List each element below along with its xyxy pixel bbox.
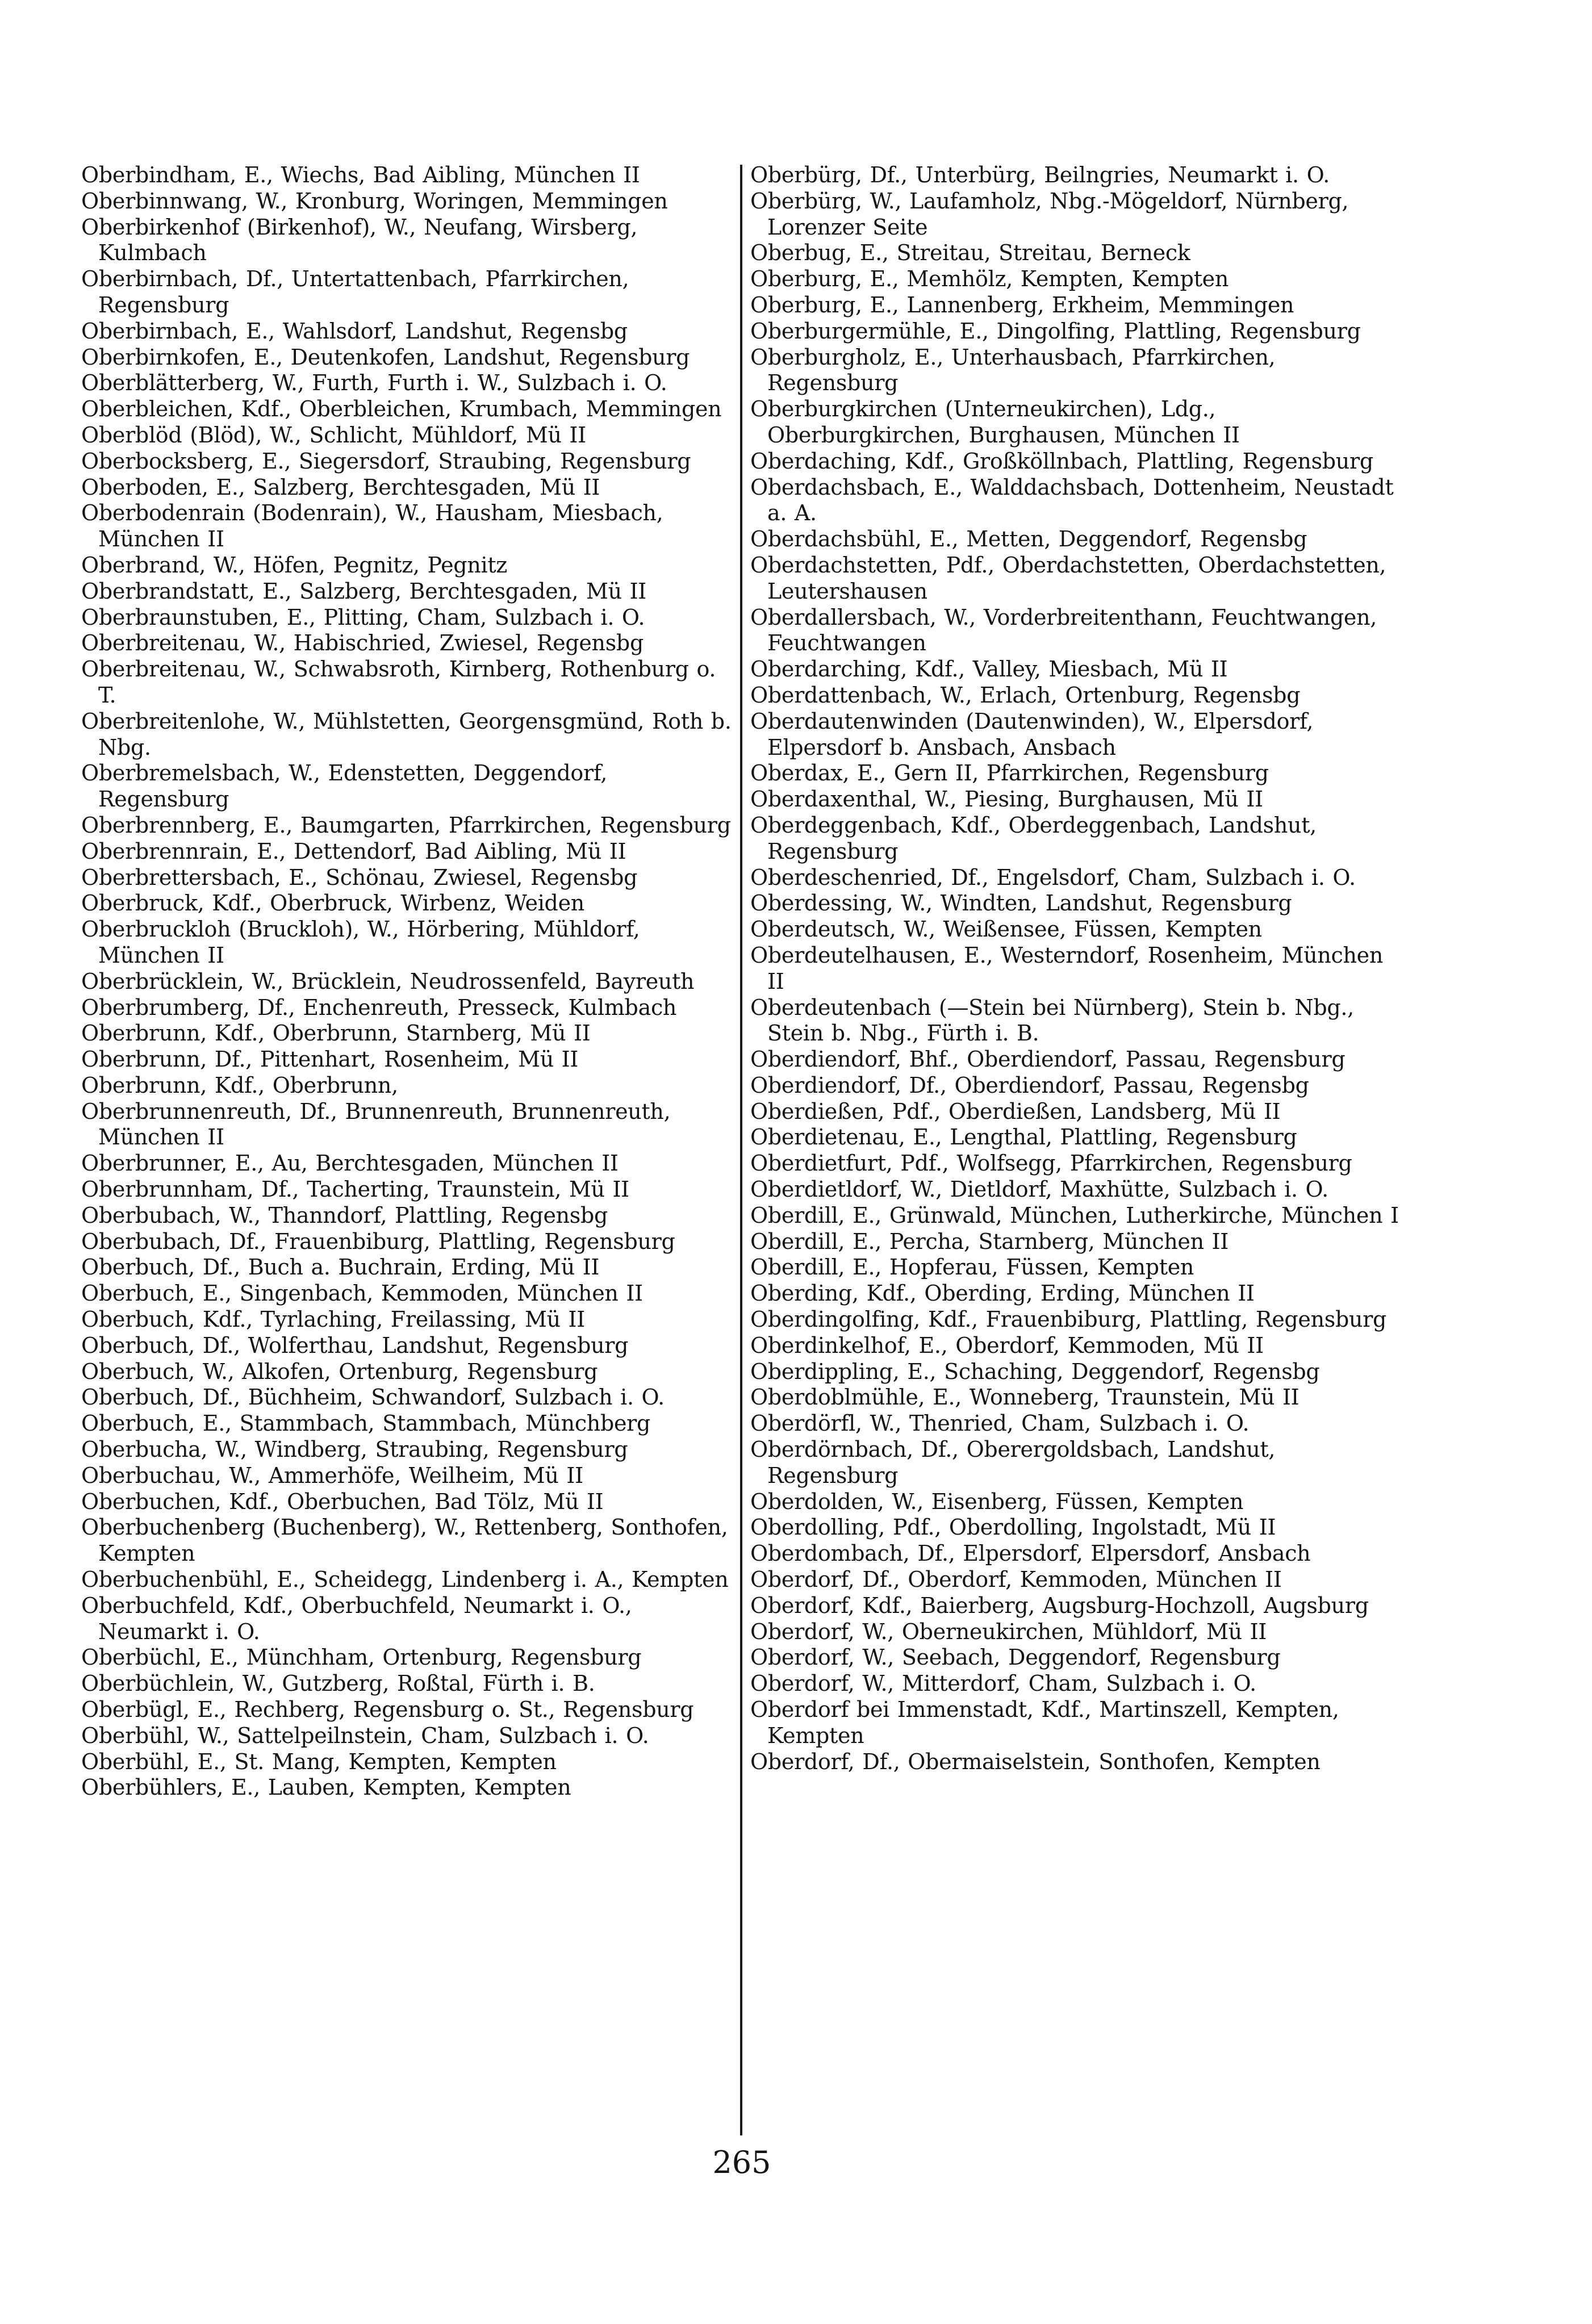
place-entry: Oberbruckloh (Bruckloh), W., Hörbering, Mühldorf, München II [81,917,640,968]
place-entry: Oberdaxenthal, W., Piesing, Burghausen, Mü II [750,787,1263,812]
place-entry: Oberbuch, Df., Büchheim, Schwandorf, Sulzbach i. O. [81,1385,665,1410]
place-entry: Oberbüchl, E., Münchham, Ortenburg, Regensburg [81,1645,642,1670]
place-entry: Oberblöd (Blöd), W., Schlicht, Mühldorf, Mü II [81,422,586,448]
place-entry: Oberdeschenried, Df., Engelsdorf, Cham, Sulzbach i. O. [750,864,1356,890]
place-entry: Oberdietfurt, Pdf., Wolfsegg, Pfarrkirchen, Regensburg [750,1151,1352,1176]
place-entry: Oberbühlers, E., Lauben, Kempten, Kempten [81,1775,571,1800]
right-column [742,162,1401,2145]
place-entry: Oberburgermühle, E., Dingolfing, Plattling, Regensburg [750,318,1361,344]
place-entry: Oberdachsbühl, E., Metten, Deggendorf, Regensbg [750,526,1307,552]
place-entry: Oberbrandstatt, E., Salzberg, Berchtesgaden, Mü II [81,578,647,604]
place-entry: Oberdießen, Pdf., Oberdießen, Landsberg, Mü II [750,1098,1281,1124]
place-entry: Oberdax, E., Gern II, Pfarrkirchen, Regensburg [750,760,1269,786]
place-entry: Oberdoblmühle, E., Wonneberg, Traunstein, Mü II [750,1385,1299,1410]
place-entry: Oberdietldorf, W., Dietldorf, Maxhütte, Sulzbach i. O. [750,1177,1328,1202]
place-entry: Oberdippling, E., Schaching, Deggendorf, Regensbg [750,1359,1320,1384]
place-entry: Oberbirnbach, E., Wahlsdorf, Landshut, Regensbg [81,318,628,344]
page-number: 265 [712,2145,771,2180]
place-entry: Oberdaching, Kdf., Großköllnbach, Plattling, Regensburg [750,448,1373,474]
place-entry: Oberdombach, Df., Elpersdorf, Elpersdorf, Ansbach [750,1541,1311,1566]
place-entry: Oberdallersbach, W., Vorderbreitenthann, Feuchtwangen, Feuchtwangen [750,604,1377,656]
place-entry: Oberbrunnham, Df., Tacherting, Traunstein, Mü II [81,1177,629,1202]
place-entry: Oberbühl, W., Sattelpeilnstein, Cham, Sulzbach i. O. [81,1723,649,1748]
place-entry: Oberbuch, Df., Wolferthau, Landshut, Regensburg [81,1332,629,1358]
place-entry: Oberbuch, E., Stammbach, Stammbach, Münchberg [81,1411,651,1436]
place-entry: Oberdeutsch, W., Weißensee, Füssen, Kempten [750,917,1262,942]
place-entry: Oberburgholz, E., Unterhausbach, Pfarrkirchen, Regensburg [750,344,1276,396]
place-entry: Oberbindham, E., Wiechs, Bad Aibling, München II [81,162,640,187]
place-entry: Oberbrennrain, E., Dettendorf, Bad Aibling, Mü II [81,838,626,864]
place-entry: Oberdiendorf, Df., Oberdiendorf, Passau, Regensbg [750,1072,1309,1098]
place-entry: Oberding, Kdf., Oberding, Erding, München II [750,1281,1255,1306]
place-entry: Oberbubach, W., Thanndorf, Plattling, Regensbg [81,1202,608,1228]
place-entry: Oberbuchen, Kdf., Oberbuchen, Bad Tölz, Mü II [81,1489,604,1514]
place-entry: Oberdörnbach, Df., Oberergoldsbach, Landshut, Regensburg [750,1437,1276,1488]
place-entry: Oberboden, E., Salzberg, Berchtesgaden, Mü II [81,474,600,500]
place-entry: Oberdörfl, W., Thenried, Cham, Sulzbach i. O. [750,1411,1250,1436]
place-entry: Oberdeutelhausen, E., Westerndorf, Rosenheim, München II [750,942,1384,994]
place-entry: Oberdolden, W., Eisenberg, Füssen, Kempten [750,1489,1244,1514]
place-entry: Oberdiendorf, Bhf., Oberdiendorf, Passau, Regensburg [750,1047,1346,1072]
place-entry: Oberbrunner, E., Au, Berchtesgaden, München II [81,1151,619,1176]
place-entry: Oberbirnbach, Df., Untertattenbach, Pfarrkirchen, Regensburg [81,266,629,317]
place-entry: Oberbubach, Df., Frauenbiburg, Plattling, Regensburg [81,1228,675,1254]
place-entry: Oberbuchau, W., Ammerhöfe, Weilheim, Mü II [81,1462,583,1488]
place-entry: Oberdinkelhof, E., Oberdorf, Kemmoden, Mü II [750,1332,1264,1358]
place-entry: Oberdorf bei Immenstadt, Kdf., Martinszell, Kempten, Kempten [750,1697,1339,1748]
place-entry: Oberdachsbach, E., Walddachsbach, Dottenheim, Neustadt a. A. [750,474,1394,526]
place-entry: Oberbuchenberg (Buchenberg), W., Rettenberg, Sonthofen, Kempten [81,1515,728,1566]
place-entry: Oberdorf, Df., Obermaiselstein, Sonthofen, Kempten [750,1749,1321,1774]
left-column [81,162,740,2145]
place-entry: Oberbinnwang, W., Kronburg, Woringen, Memmingen [81,188,668,214]
place-entry: Oberdorf, Kdf., Baierberg, Augsburg-Hochzoll, Augsburg [750,1592,1369,1618]
place-entry: Oberbrunn, Kdf., Oberbrunn, Starnberg, Mü II [81,1021,591,1046]
place-entry: Oberbrettersbach, E., Schönau, Zwiesel, Regensbg [81,864,638,890]
place-entry: Oberbürg, W., Laufamholz, Nbg.-Mögeldorf, Nürnberg, Lorenzer Seite [750,188,1349,240]
place-entry: Oberbreitenau, W., Habischried, Zwiesel, Regensbg [81,630,644,656]
place-entry: Oberdingolfing, Kdf., Frauenbiburg, Plattling, Regensburg [750,1307,1387,1332]
place-entry: Oberbrennberg, E., Baumgarten, Pfarrkirchen, Regensburg [81,812,731,838]
place-entry: Oberbrumberg, Df., Enchenreuth, Presseck, Kulmbach [81,994,677,1020]
place-entry: Oberbuch, W., Alkofen, Ortenburg, Regensburg [81,1359,598,1384]
place-entry: Oberbühl, E., St. Mang, Kempten, Kempten [81,1749,557,1774]
place-entry: Oberbleichen, Kdf., Oberbleichen, Krumbach, Memmingen [81,396,722,422]
place-entry: Oberbrunnenreuth, Df., Brunnenreuth, Brunnenreuth, München II [81,1098,671,1150]
place-entry: Oberbrunn, Kdf., Oberbrunn, [81,1072,398,1098]
place-entry: Oberbirnkofen, E., Deutenkofen, Landshut, Regensburg [81,344,690,370]
place-entry: Oberbruck, Kdf., Oberbruck, Wirbenz, Weiden [81,891,584,916]
place-entry: Oberdill, E., Grünwald, München, Lutherkirche, München I [750,1202,1399,1228]
two-column-layout [81,162,1405,2145]
place-entry: Oberblätterberg, W., Furth, Furth i. W., Sulzbach i. O. [81,370,667,396]
place-entry: Oberdachstetten, Pdf., Oberdachstetten, Oberdachstetten, Leutershausen [750,552,1386,604]
place-entry: Oberburg, E., Lannenberg, Erkheim, Memmingen [750,292,1294,317]
place-entry: Oberbrücklein, W., Brücklein, Neudrossenfeld, Bayreuth [81,968,695,994]
place-entry: Oberbuch, Df., Buch a. Buchrain, Erding, Mü II [81,1255,600,1280]
place-entry: Oberbodenrain (Bodenrain), W., Hausham, Miesbach, München II [81,500,663,552]
place-entry: Oberbuch, E., Singenbach, Kemmoden, München II [81,1281,643,1306]
place-entry: Oberdarching, Kdf., Valley, Miesbach, Mü II [750,657,1228,682]
place-entry: Oberbrand, W., Höfen, Pegnitz, Pegnitz [81,552,508,578]
place-entry: Oberbraunstuben, E., Plitting, Cham, Sulzbach i. O. [81,604,645,630]
place-entry: Oberdessing, W., Windten, Landshut, Regensburg [750,891,1292,916]
place-entry: Oberdorf, W., Oberneukirchen, Mühldorf, Mü II [750,1619,1267,1644]
place-entry: Oberbirkenhof (Birkenhof), W., Neufang, Wirsberg, Kulmbach [81,214,638,266]
place-entry: Oberbremelsbach, W., Edenstetten, Deggendorf, Regensburg [81,760,608,812]
place-entry: Oberdorf, Df., Oberdorf, Kemmoden, München II [750,1567,1282,1592]
place-entry: Oberbuchfeld, Kdf., Oberbuchfeld, Neumarkt i. O., Neumarkt i. O. [81,1592,632,1644]
place-entry: Oberbucha, W., Windberg, Straubing, Regensburg [81,1437,628,1462]
place-entry: Oberdeutenbach (—Stein bei Nürnberg), Stein b. Nbg., Stein b. Nbg., Fürth i. B. [750,994,1354,1046]
place-entry: Oberdill, E., Hopferau, Füssen, Kempten [750,1255,1194,1280]
place-entry: Oberbug, E., Streitau, Streitau, Berneck [750,240,1190,266]
place-entry: Oberdorf, W., Seebach, Deggendorf, Regensburg [750,1645,1281,1670]
place-entry: Oberburg, E., Memhölz, Kempten, Kempten [750,266,1229,292]
place-entry: Oberdeggenbach, Kdf., Oberdeggenbach, Landshut, Regensburg [750,812,1317,864]
place-entry: Oberdautenwinden (Dautenwinden), W., Elpersdorf, Elpersdorf b. Ansbach, Ansbach [750,708,1314,760]
place-entry: Oberbüchlein, W., Gutzberg, Roßtal, Fürth i. B. [81,1671,595,1696]
place-entry: Oberdolling, Pdf., Oberdolling, Ingolstadt, Mü II [750,1515,1276,1540]
place-entry: Oberbreitenau, W., Schwabsroth, Kirnberg, Rothenburg o. T. [81,657,716,708]
place-entry: Oberbügl, E., Rechberg, Regensburg o. St., Regensburg [81,1697,694,1723]
place-entry: Oberbuch, Kdf., Tyrlaching, Freilassing, Mü II [81,1307,585,1332]
place-entry: Oberburgkirchen (Unterneukirchen), Ldg., Oberburgkirchen, Burghausen, München II [750,396,1240,448]
place-entry: Oberbocksberg, E., Siegersdorf, Straubing, Regensburg [81,448,691,474]
place-entry: Oberbrunn, Df., Pittenhart, Rosenheim, Mü II [81,1047,579,1072]
place-entry: Oberdorf, W., Mitterdorf, Cham, Sulzbach i. O. [750,1671,1256,1696]
place-entry: Oberbuchenbühl, E., Scheidegg, Lindenberg i. A., Kempten [81,1567,729,1592]
place-entry: Oberbürg, Df., Unterbürg, Beilngries, Neumarkt i. O. [750,162,1330,187]
place-entry: Oberdattenbach, W., Erlach, Ortenburg, Regensbg [750,682,1301,708]
place-entry: Oberdietenau, E., Lengthal, Plattling, Regensburg [750,1125,1297,1150]
place-entry: Oberdill, E., Percha, Starnberg, München II [750,1228,1229,1254]
place-entry: Oberbreitenlohe, W., Mühlstetten, Georgensgmünd, Roth b. Nbg. [81,708,732,760]
